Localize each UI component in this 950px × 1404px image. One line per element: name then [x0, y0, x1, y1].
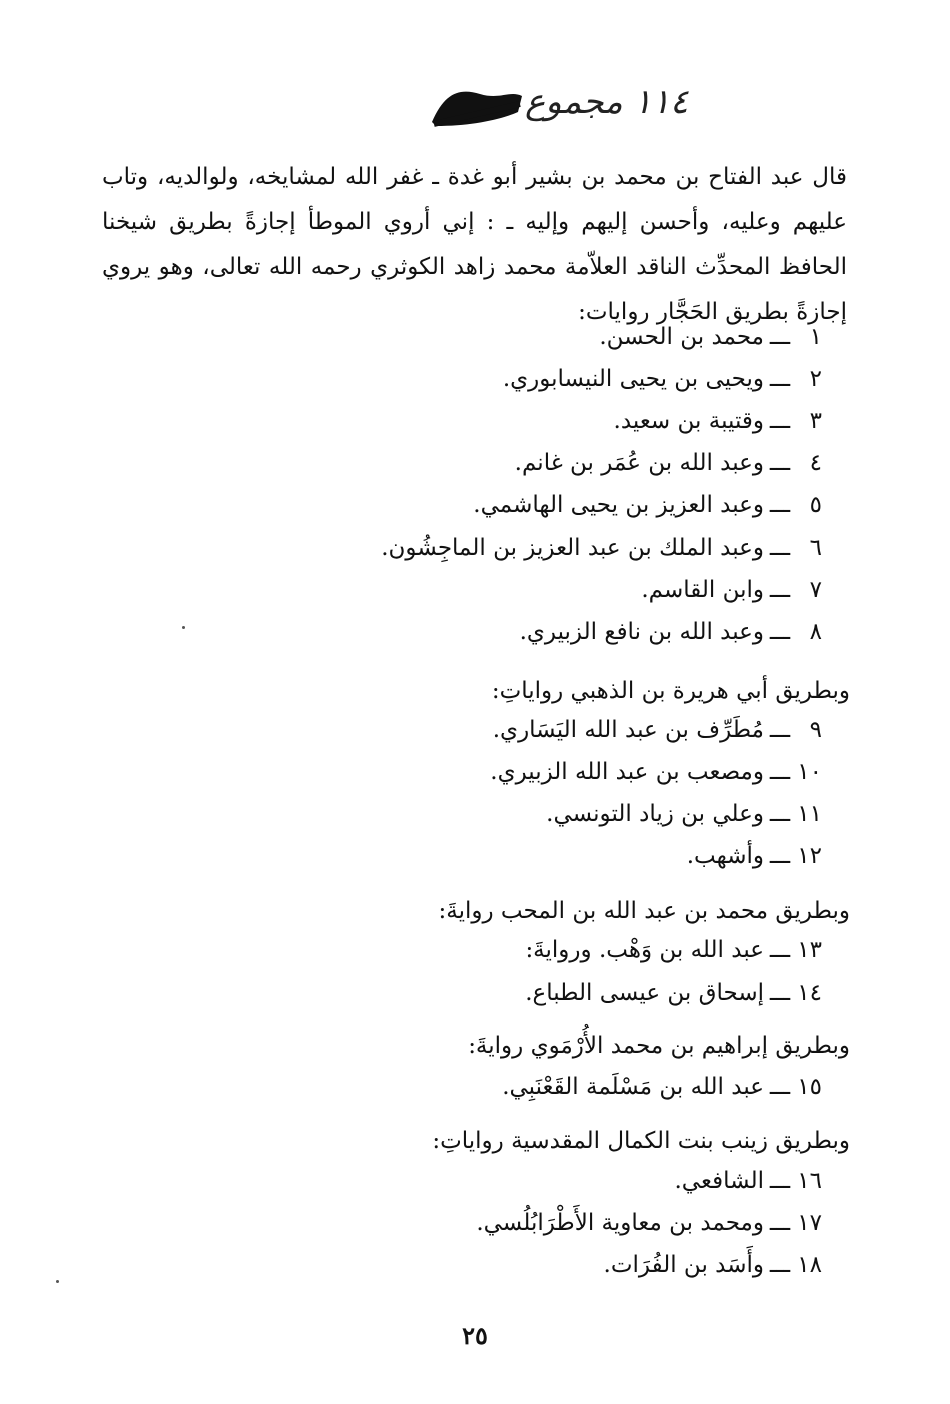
item-text: وعبد الله بن نافع الزبيري.	[519, 619, 764, 645]
item-text: ويحيى بن يحيى النيسابوري.	[502, 366, 764, 392]
item-number: ١٤	[797, 980, 822, 1006]
item-number: ١٠	[797, 759, 822, 785]
list-item	[599, 324, 822, 350]
item-number: ٥	[809, 492, 822, 518]
item-number: ٢	[809, 366, 822, 392]
list-item	[604, 1252, 822, 1278]
item-text: إسحاق بن عيسى الطباع.	[525, 980, 764, 1006]
item-text: وأشهب.	[686, 843, 764, 869]
list-item	[476, 1210, 822, 1236]
section-heading: وبطريق زينب بنت الكمال المقدسية رواياتِ:	[432, 1128, 850, 1154]
item-text: الشافعي.	[674, 1168, 764, 1194]
item-dash: ـــ	[769, 843, 791, 869]
item-dash: ـــ	[769, 492, 791, 518]
section-heading: وبطريق أبي هريرة بن الذهبي رواياتِ:	[491, 678, 850, 704]
item-text: ومحمد بن معاوية الأَطْرَابُلُسي.	[476, 1210, 764, 1236]
scan-speck	[56, 1280, 59, 1283]
item-number: ٣	[809, 408, 822, 434]
list-item	[675, 1168, 823, 1194]
item-dash: ـــ	[769, 717, 791, 743]
page-number: ٢٥	[462, 1321, 488, 1350]
item-dash: ـــ	[769, 408, 791, 434]
item-text: عبد الله بن مَسْلَمة القَعْنَبِي.	[502, 1074, 764, 1100]
item-text: وابن القاسم.	[641, 577, 764, 603]
list-item	[502, 1074, 822, 1100]
item-number: ٨	[809, 619, 822, 645]
item-text: مُطَرِّف بن عبد الله اليَسَاري.	[492, 717, 764, 743]
item-number: ١٣	[797, 937, 822, 963]
item-number: ١٧	[797, 1210, 822, 1236]
handwritten-note: ١١٤ مجموع	[525, 82, 689, 122]
item-text: وقتيبة بن سعيد.	[613, 408, 764, 434]
item-dash: ـــ	[769, 1210, 791, 1236]
item-number: ١٦	[797, 1168, 822, 1194]
item-text: محمد بن الحسن.	[599, 324, 764, 350]
item-dash: ـــ	[769, 759, 791, 785]
item-number: ١٢	[797, 843, 822, 869]
item-number: ٦	[809, 535, 822, 561]
item-number: ١١	[797, 801, 822, 827]
list-item	[546, 801, 822, 827]
item-number: ١	[809, 324, 822, 350]
item-dash: ـــ	[769, 366, 791, 392]
scan-speck	[182, 626, 185, 629]
list-item	[525, 937, 822, 963]
intro-paragraph: قال عبد الفتاح بن محمد بن بشير أبو غدة ـ غفر الله لمشايخه، ولوالديه، وتاب عليهم وعليه، وأحسن إليهم وإليه ـ : إني أروي الموطأ إجازةً بطريق شيخنا الحافظ المحدِّث الناقد العلاّمة محمد زاهد الكوثري رحمه الله تعالى، وهو يروي إجازةً بطريق الحَجَّار روايات:	[102, 164, 847, 325]
item-dash: ـــ	[769, 324, 791, 350]
item-text: عبد الله بن وَهْب. وروايةَ:	[525, 937, 764, 963]
item-dash: ـــ	[769, 1252, 791, 1278]
item-dash: ـــ	[769, 801, 791, 827]
item-dash: ـــ	[769, 937, 791, 963]
item-dash: ـــ	[769, 577, 791, 603]
item-text: وعبد العزيز بن يحيى الهاشمي.	[473, 492, 764, 518]
item-number: ١٨	[797, 1252, 822, 1278]
item-text: وعلي بن زياد التونسي.	[546, 801, 764, 827]
item-number: ٧	[809, 577, 822, 603]
item-dash: ـــ	[769, 450, 791, 476]
section-heading: وبطريق محمد بن عبد الله بن المحب روايةَ:	[438, 898, 850, 924]
list-item	[614, 408, 822, 434]
item-dash: ـــ	[769, 1168, 791, 1194]
item-text: وأَسَد بن الفُرَات.	[603, 1252, 764, 1278]
list-item	[381, 535, 822, 561]
item-number: ٩	[809, 717, 822, 743]
item-dash: ـــ	[769, 619, 791, 645]
list-item	[503, 366, 822, 392]
item-dash: ـــ	[769, 980, 791, 1006]
list-item	[525, 980, 822, 1006]
list-item	[641, 577, 822, 603]
item-number: ٤	[809, 450, 822, 476]
item-text: وعبد الملك بن عبد العزيز بن الماجِشُون.	[381, 535, 764, 561]
item-dash: ـــ	[769, 1074, 791, 1100]
list-item	[515, 450, 822, 476]
item-dash: ـــ	[769, 535, 791, 561]
ink-scribble	[430, 82, 525, 130]
item-number: ١٥	[797, 1074, 822, 1100]
list-item	[490, 759, 822, 785]
item-text: وعبد الله بن عُمَر بن غانم.	[514, 450, 764, 476]
list-item	[520, 619, 822, 645]
item-text: ومصعب بن عبد الله الزبيري.	[490, 759, 764, 785]
section-heading: وبطريق إبراهيم بن محمد الأُرْمَوي روايةَ:	[468, 1033, 850, 1059]
list-item	[687, 843, 822, 869]
list-item	[493, 717, 822, 743]
list-item	[473, 492, 822, 518]
